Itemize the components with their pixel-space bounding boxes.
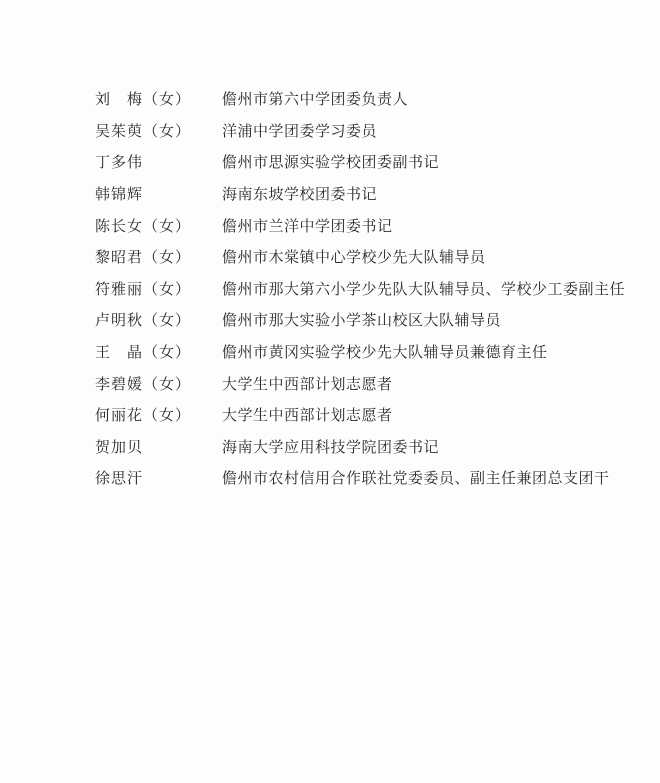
- person-role: 洋浦中学团委学习委员: [222, 121, 378, 140]
- list-item: [95, 274, 635, 306]
- person-name: 王 晶（女）: [95, 343, 192, 362]
- list-item: [95, 463, 635, 495]
- person-name: 符雅丽（女）: [95, 279, 192, 298]
- list-item: [95, 210, 635, 242]
- roster-list: [95, 84, 635, 495]
- person-name: 刘 梅（女）: [95, 90, 192, 109]
- list-item: [95, 337, 635, 369]
- person-role: 儋州市那大第六小学少先队大队辅导员、学校少工委副主任: [222, 279, 626, 298]
- person-name: 韩锦辉: [95, 185, 144, 204]
- list-item: [95, 368, 635, 400]
- list-item: [95, 400, 635, 432]
- person-name: 陈长女（女）: [95, 216, 192, 235]
- person-name: 徐思汗: [95, 469, 144, 488]
- person-name: 黎昭君（女）: [95, 248, 192, 267]
- person-name: 卢明秋（女）: [95, 311, 192, 330]
- person-role: 大学生中西部计划志愿者: [222, 406, 393, 425]
- list-item: [95, 116, 635, 148]
- list-item: [95, 179, 635, 211]
- person-name: 贺加贝: [95, 437, 144, 456]
- person-role: 儋州市农村信用合作联社党委委员、副主任兼团总支团干: [222, 469, 610, 488]
- person-role: 儋州市黄冈实验学校少先大队辅导员兼德育主任: [222, 343, 548, 362]
- person-name: 吴茱萸（女）: [95, 121, 192, 140]
- list-item: [95, 147, 635, 179]
- person-name: 丁多伟: [95, 153, 144, 172]
- list-item: [95, 84, 635, 116]
- person-role: 海南大学应用科技学院团委书记: [222, 437, 440, 456]
- person-role: 儋州市思源实验学校团委副书记: [222, 153, 440, 172]
- person-role: 儋州市兰洋中学团委书记: [222, 216, 393, 235]
- person-role: 儋州市木棠镇中心学校少先大队辅导员: [222, 248, 486, 267]
- person-role: 儋州市第六中学团委负责人: [222, 90, 409, 109]
- person-name: 何丽花（女）: [95, 406, 192, 425]
- person-name: 李碧媛（女）: [95, 374, 192, 393]
- person-role: 大学生中西部计划志愿者: [222, 374, 393, 393]
- person-role: 儋州市那大实验小学茶山校区大队辅导员: [222, 311, 502, 330]
- list-item: [95, 242, 635, 274]
- list-item: [95, 305, 635, 337]
- list-item: [95, 432, 635, 464]
- person-role: 海南东坡学校团委书记: [222, 185, 378, 204]
